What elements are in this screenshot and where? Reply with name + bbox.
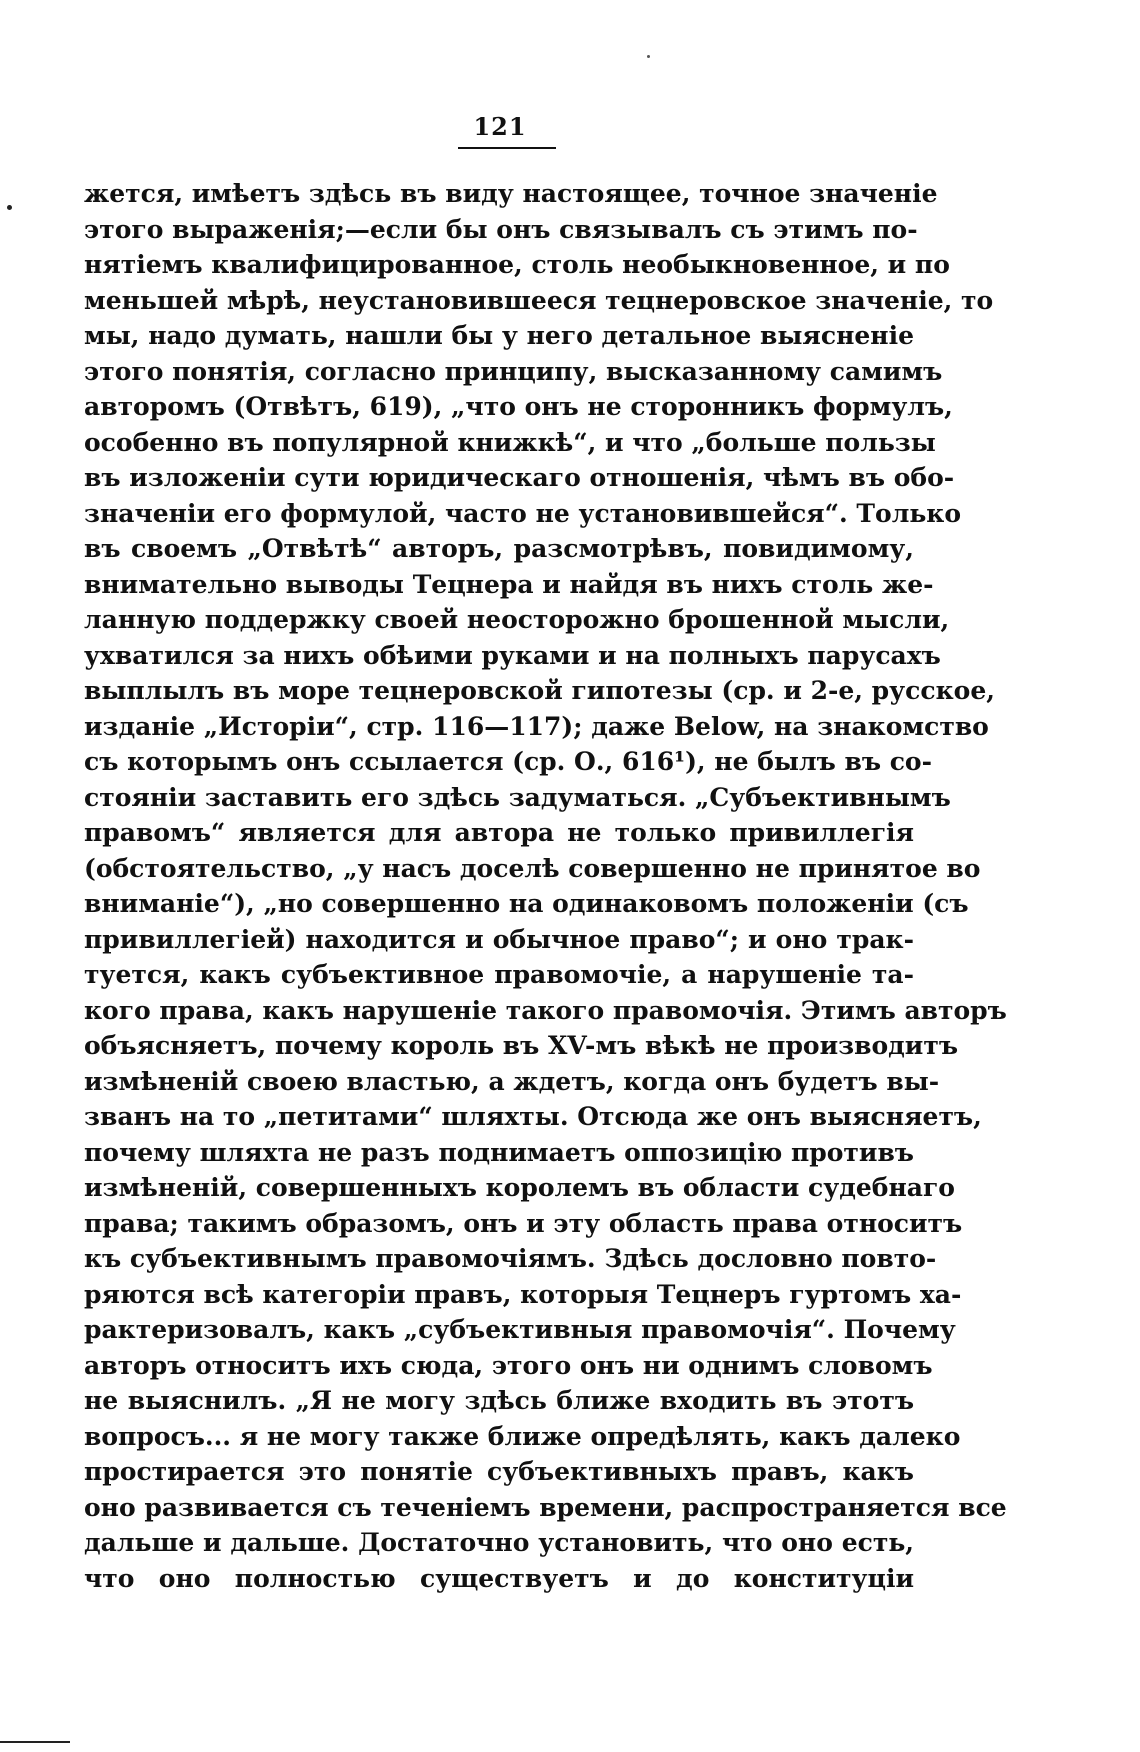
text-line: съ которымъ онъ ссылается (ср. О., 616¹), не былъ въ со- <box>84 747 932 776</box>
text-line: выплылъ въ море тецнеровской гипотезы (ср. и 2-е, русское, <box>84 676 995 705</box>
text-line: стоянiи заставить его здѣсь задуматься. „Субъективнымъ <box>84 782 951 812</box>
text-line: въ своемъ „Отвѣтѣ“ авторъ, разсмотрѣвъ, повидимому, <box>84 534 914 563</box>
text-line: рактеризовалъ, какъ „субъективныя правомочiя“. Почему <box>84 1315 956 1344</box>
text-line: ланную поддержку своей неосторожно брошенной мысли, <box>84 605 950 634</box>
text-line: мы, надо думать, нашли бы у него детальное выясненiе <box>84 321 914 350</box>
footnote-rule <box>0 1741 70 1743</box>
text-line: измѣненiй своею властью, а ждетъ, когда онъ будетъ вы- <box>84 1066 940 1096</box>
text-line: права; такимъ образомъ, онъ и эту область права относитъ <box>84 1208 963 1238</box>
text-line: оно развивается съ теченiемъ времени, распространяется все <box>84 1492 1007 1522</box>
text-line: авторомъ (Отвѣтъ, 619), „что онъ не сторонникъ формулъ, <box>84 392 953 421</box>
margin-mark <box>7 205 12 210</box>
text-line: простирается это понятiе субъективныхъ правъ, какъ <box>84 1457 914 1486</box>
ink-speck <box>647 55 650 58</box>
text-line: ряются всѣ категорiи правъ, которыя Тецнеръ гуртомъ ха- <box>84 1279 962 1309</box>
text-line: званъ на то „петитами“ шляхты. Отсюда же онъ выясняетъ, <box>84 1102 982 1131</box>
body-text <box>84 176 1007 1596</box>
text-line: нятiемъ квалифицированное, столь необыкновенное, и по <box>84 250 950 279</box>
text-line: что оно полностью существуетъ и до конституцiи <box>84 1563 914 1593</box>
text-line: ухватился за нихъ обѣими руками и на полныхъ парусахъ <box>84 640 941 670</box>
page-number-underline <box>458 147 556 149</box>
text-line: изданiе „Исторiи“, стр. 116—117); даже Below, на знакомство <box>84 711 989 741</box>
text-line: жется, имѣетъ здѣсь въ виду настоящее, точное значенiе <box>84 179 938 208</box>
text-line: не выяснилъ. „Я не могу здѣсь ближе входить въ этотъ <box>84 1386 914 1415</box>
text-line: дальше и дальше. Достаточно установить, что оно есть, <box>84 1528 914 1557</box>
text-line: къ субъективнымъ правомочiямъ. Здѣсь дословно повто- <box>84 1244 937 1273</box>
text-line: вниманiе“), „но совершенно на одинаковомъ положенiи (съ <box>84 889 969 918</box>
text-line: туется, какъ субъективное правомочiе, а нарушенiе та- <box>84 960 914 989</box>
text-line: внимательно выводы Тецнера и найдя въ нихъ столь же- <box>84 569 934 599</box>
text-line: почему шляхта не разъ поднимаетъ оппозицiю противъ <box>84 1137 914 1167</box>
text-line: объясняетъ, почему король въ XV-мъ вѣкѣ не производитъ <box>84 1031 959 1060</box>
text-line: (обстоятельство, „у насъ доселѣ совершенно не принятое во <box>84 853 981 883</box>
text-line: въ изложенiи сути юридическаго отношенiя, чѣмъ въ обо- <box>84 463 955 492</box>
text-line: значенiи его формулой, часто не установившейся“. Только <box>84 498 962 528</box>
text-line: этого выраженiя;—если бы онъ связывалъ съ этимъ по- <box>84 214 918 244</box>
page-number: 121 <box>473 112 527 141</box>
text-line: кого права, какъ нарушенiе такого правомочiя. Этимъ авторъ <box>84 995 1007 1025</box>
text-line: авторъ относитъ ихъ сюда, этого онъ ни однимъ словомъ <box>84 1350 933 1380</box>
text-line: этого понятiя, согласно принципу, высказанному самимъ <box>84 356 943 386</box>
text-line: вопросъ... я не могу также ближе опредѣлять, какъ далеко <box>84 1421 961 1451</box>
text-line: особенно въ популярной книжкѣ“, и что „больше пользы <box>84 427 936 457</box>
text-line: измѣненiй, совершенныхъ королемъ въ области судебнаго <box>84 1173 955 1202</box>
text-line: привиллегiей) находится и обычное право“; и оно трак- <box>84 924 914 954</box>
text-line: меньшей мѣрѣ, неустановившееся тецнеровское значенiе, то <box>84 285 994 315</box>
text-line: правомъ“ является для автора не только привиллегiя <box>84 818 914 847</box>
